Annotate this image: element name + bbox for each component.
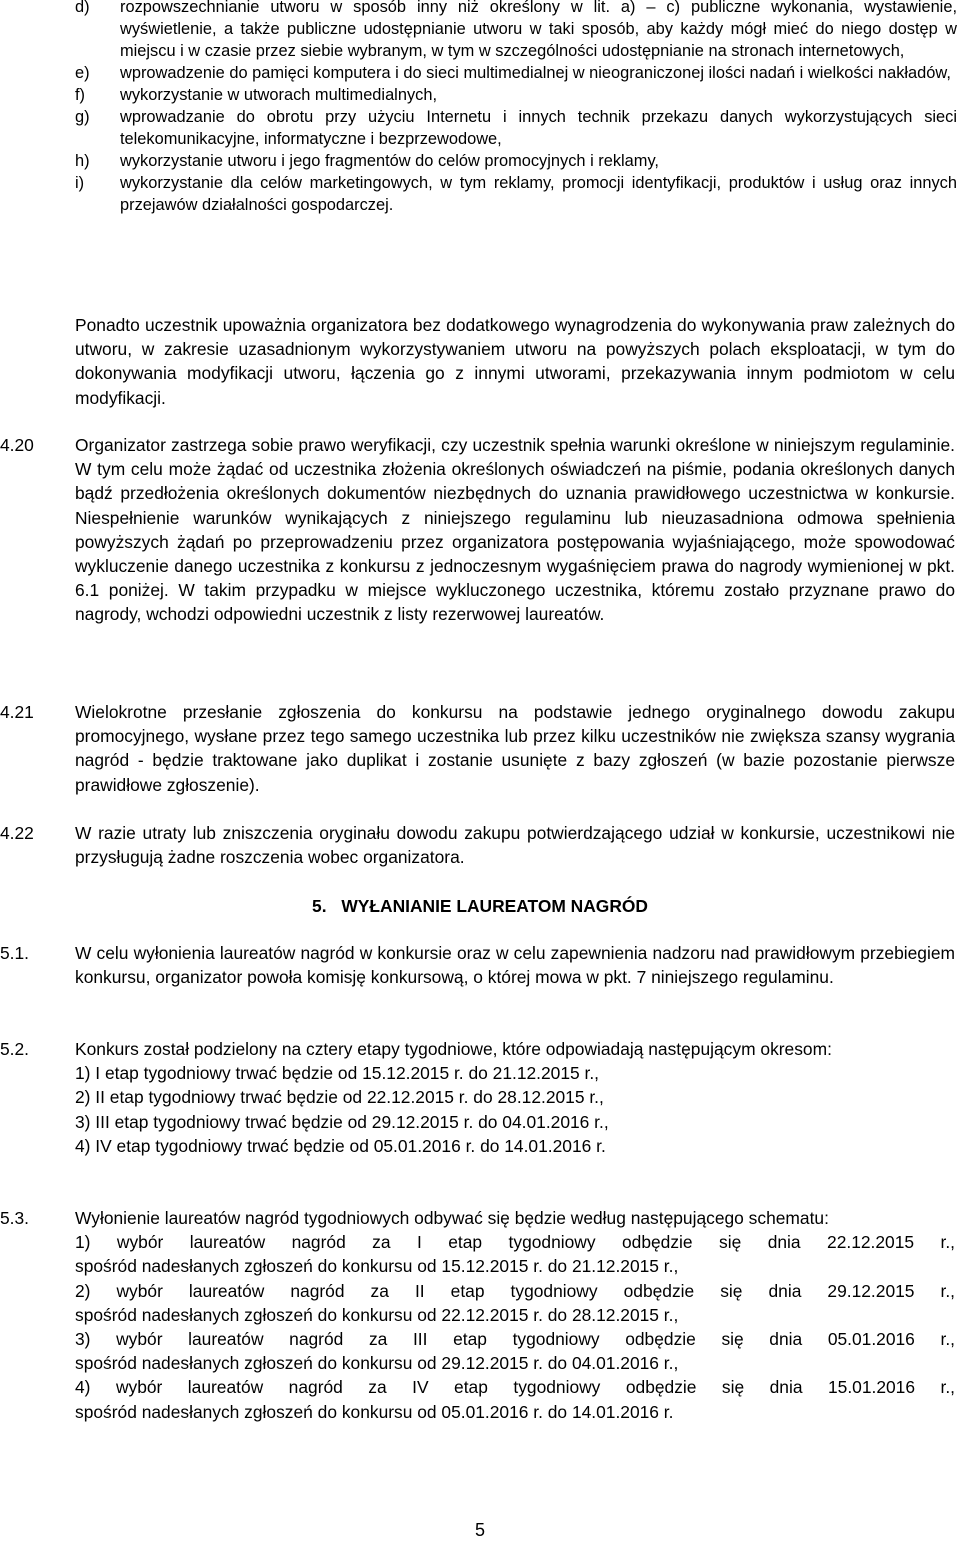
- list-item: [75, 150, 957, 172]
- chapter-title: WYŁANIANIE LAUREATOM NAGRÓD: [341, 896, 648, 916]
- list-marker: d): [75, 0, 90, 16]
- section-number: 5.1.: [0, 943, 30, 963]
- schedule-item-line: 4) wybór laureatów nagród za IV etap tygodniowy odbędzie się dnia 15.01.2016 r.,: [75, 1377, 955, 1398]
- list-item: [75, 106, 957, 150]
- schedule-item-line: 2) wybór laureatów nagród za II etap tygodniowy odbędzie się dnia 29.12.2015 r.,: [75, 1280, 955, 1301]
- schedule-item-range: spośród nadesłanych zgłoszeń do konkursu od 15.12.2015 r. do 21.12.2015 r.,: [75, 1256, 679, 1277]
- section-number: 4.22: [0, 823, 34, 843]
- list-item: 2) II etap tygodniowy trwać będzie od 22.12.2015 r. do 28.12.2015 r.,: [75, 1087, 604, 1108]
- chapter-number: 5.: [312, 896, 327, 916]
- list-marker: g): [75, 108, 90, 126]
- list-item: [75, 62, 957, 84]
- chapter-heading: [0, 894, 960, 918]
- list-marker: f): [75, 86, 86, 104]
- section-text: W celu wyłonienia laureatów nagród w konkursie oraz w celu zapewnienia nadzoru nad prawidłowym przebiegiem konkursu, organizator powoła komisję konkursową, o której mowa w pkt. 7 niniejszego regulaminu.: [75, 943, 955, 988]
- section-intro: Konkurs został podzielony na cztery etapy tygodniowe, które odpowiadają następującym okresom:: [75, 1039, 832, 1059]
- schedule-item-line: 3) wybór laureatów nagród za III etap tygodniowy odbędzie się dnia 05.01.2016 r.,: [75, 1329, 955, 1350]
- list-item-text: wprowadzenie do pamięci komputera i do sieci multimedialnej w nieograniczonej ilości nadań i wielkości nakładów,: [120, 64, 951, 82]
- section-number: 4.21: [0, 702, 34, 722]
- list-item: 1) I etap tygodniowy trwać będzie od 15.12.2015 r. do 21.12.2015 r.,: [75, 1063, 600, 1084]
- section-intro: Wyłonienie laureatów nagród tygodniowych odbywać się będzie według następującego schematu:: [75, 1208, 829, 1228]
- list-item: [75, 0, 957, 62]
- section-number: 5.3.: [0, 1208, 30, 1228]
- section-body: [75, 1037, 955, 1158]
- list-item: 4) IV etap tygodniowy trwać będzie od 05.01.2016 r. do 14.01.2016 r.: [75, 1135, 606, 1156]
- list-item: 3) III etap tygodniowy trwać będzie od 29.12.2015 r. do 04.01.2016 r.,: [75, 1111, 609, 1132]
- section-text: Wielokrotne przesłanie zgłoszenia do konkursu na podstawie jednego oryginalnego dowodu zakupu promocyjnego, wysłane przez tego samego uczestnika lub przez kilku uczestników nie zwiększa szansy wygrania nagród - będzie traktowane jako duplikat i zostanie usunięte z bazy zgłoszeń (w bazie pozostanie pierwsze prawidłowe zgłoszenie).: [75, 702, 955, 795]
- section-number: 5.2.: [0, 1039, 30, 1059]
- section-number: 4.20: [0, 435, 34, 455]
- list-item-text: wykorzystanie w utworach multimedialnych,: [120, 86, 438, 104]
- schedule-item-range: spośród nadesłanych zgłoszeń do konkursu od 29.12.2015 r. do 04.01.2016 r.,: [75, 1353, 679, 1374]
- schedule-item-range: spośród nadesłanych zgłoszeń do konkursu od 05.01.2016 r. do 14.01.2016 r.: [75, 1401, 674, 1422]
- schedule-list: [75, 1230, 955, 1424]
- list-marker: e): [75, 64, 90, 82]
- ponadto-paragraph: Ponadto uczestnik upoważnia organizatora bez dodatkowego wynagrodzenia do wykonywania praw zależnych do utworu, w zakresie uzasadnionym wykorzystywaniem utworu na powyższych polach eksploatacji, w tym do dokonywania modyfikacji utworu, łączenia go z innymi utworami, przekazywania innym podmiotom w celu modyfikacji.: [75, 315, 955, 408]
- section-text: Organizator zastrzega sobie prawo weryfikacji, czy uczestnik spełnia warunki określone w niniejszym regulaminie. W tym celu może żądać od uczestnika złożenia określonych oświadczeń na piśmie, podania określonych danych bądź przedłożenia określonych dokumentów niezbędnych do uznania prawidłowego uczestnictwa w konkursie. Niespełnienie warunków wynikających z niniejszego regulaminu lub nieuzasadniona odmowa spełnienia powyższych żądań po przeprowadzeniu przez organizatora postępowania wyjaśniającego, może spowodować wykluczenie danego uczestnika z konkursu z jednoczesnym wygaśnięciem prawa do nagrody wymienionej w pkt. 6.1 poniżej. W takim przypadku w miejsce wykluczonego uczestnika, któremu zostało przyznane prawo do nagrody, wchodzi odpowiedni uczestnik z listy rezerwowej laureatów.: [75, 435, 955, 625]
- list-item: [75, 172, 957, 216]
- list-item-text: wykorzystanie dla celów marketingowych, w tym reklamy, promocji identyfikacji, produktów i usług oraz innych przejawów działalności gospodarczej.: [120, 174, 957, 214]
- list-item-text: rozpowszechnianie utworu w sposób inny niż określony w lit. a) – c) publiczne wykonania, wystawienie, wyświetlenie, a także publiczne udostępnianie utworu w taki sposób, aby każdy mógł mieć do niego dostęp w miejscu i w czasie przez siebie wybranym, w tym w szczególności udostępnianie na stronach internetowych,: [120, 0, 957, 60]
- list-marker: h): [75, 152, 90, 170]
- section-body: [75, 1206, 955, 1424]
- period-list: [75, 1061, 955, 1158]
- schedule-item-range: spośród nadesłanych zgłoszeń do konkursu od 22.12.2015 r. do 28.12.2015 r.,: [75, 1304, 679, 1325]
- rights-list: [75, 0, 957, 216]
- list-item: [75, 84, 957, 106]
- schedule-item-line: 1) wybór laureatów nagród za I etap tygodniowy odbędzie się dnia 22.12.2015 r.,: [75, 1232, 955, 1253]
- list-item-text: wprowadzanie do obrotu przy użyciu Internetu i innych technik przekazu danych wykorzystujących sieci telekomunikacyjne, informatyczne i bezprzewodowe,: [120, 108, 957, 148]
- section-text: W razie utraty lub zniszczenia oryginału dowodu zakupu potwierdzającego udział w konkursie, uczestnikowi nie przysługują żadne roszczenia wobec organizatora.: [75, 823, 955, 868]
- list-marker: i): [75, 174, 85, 192]
- page-number: 5: [474, 1520, 485, 1540]
- list-item-text: wykorzystanie utworu i jego fragmentów do celów promocyjnych i reklamy,: [120, 152, 659, 170]
